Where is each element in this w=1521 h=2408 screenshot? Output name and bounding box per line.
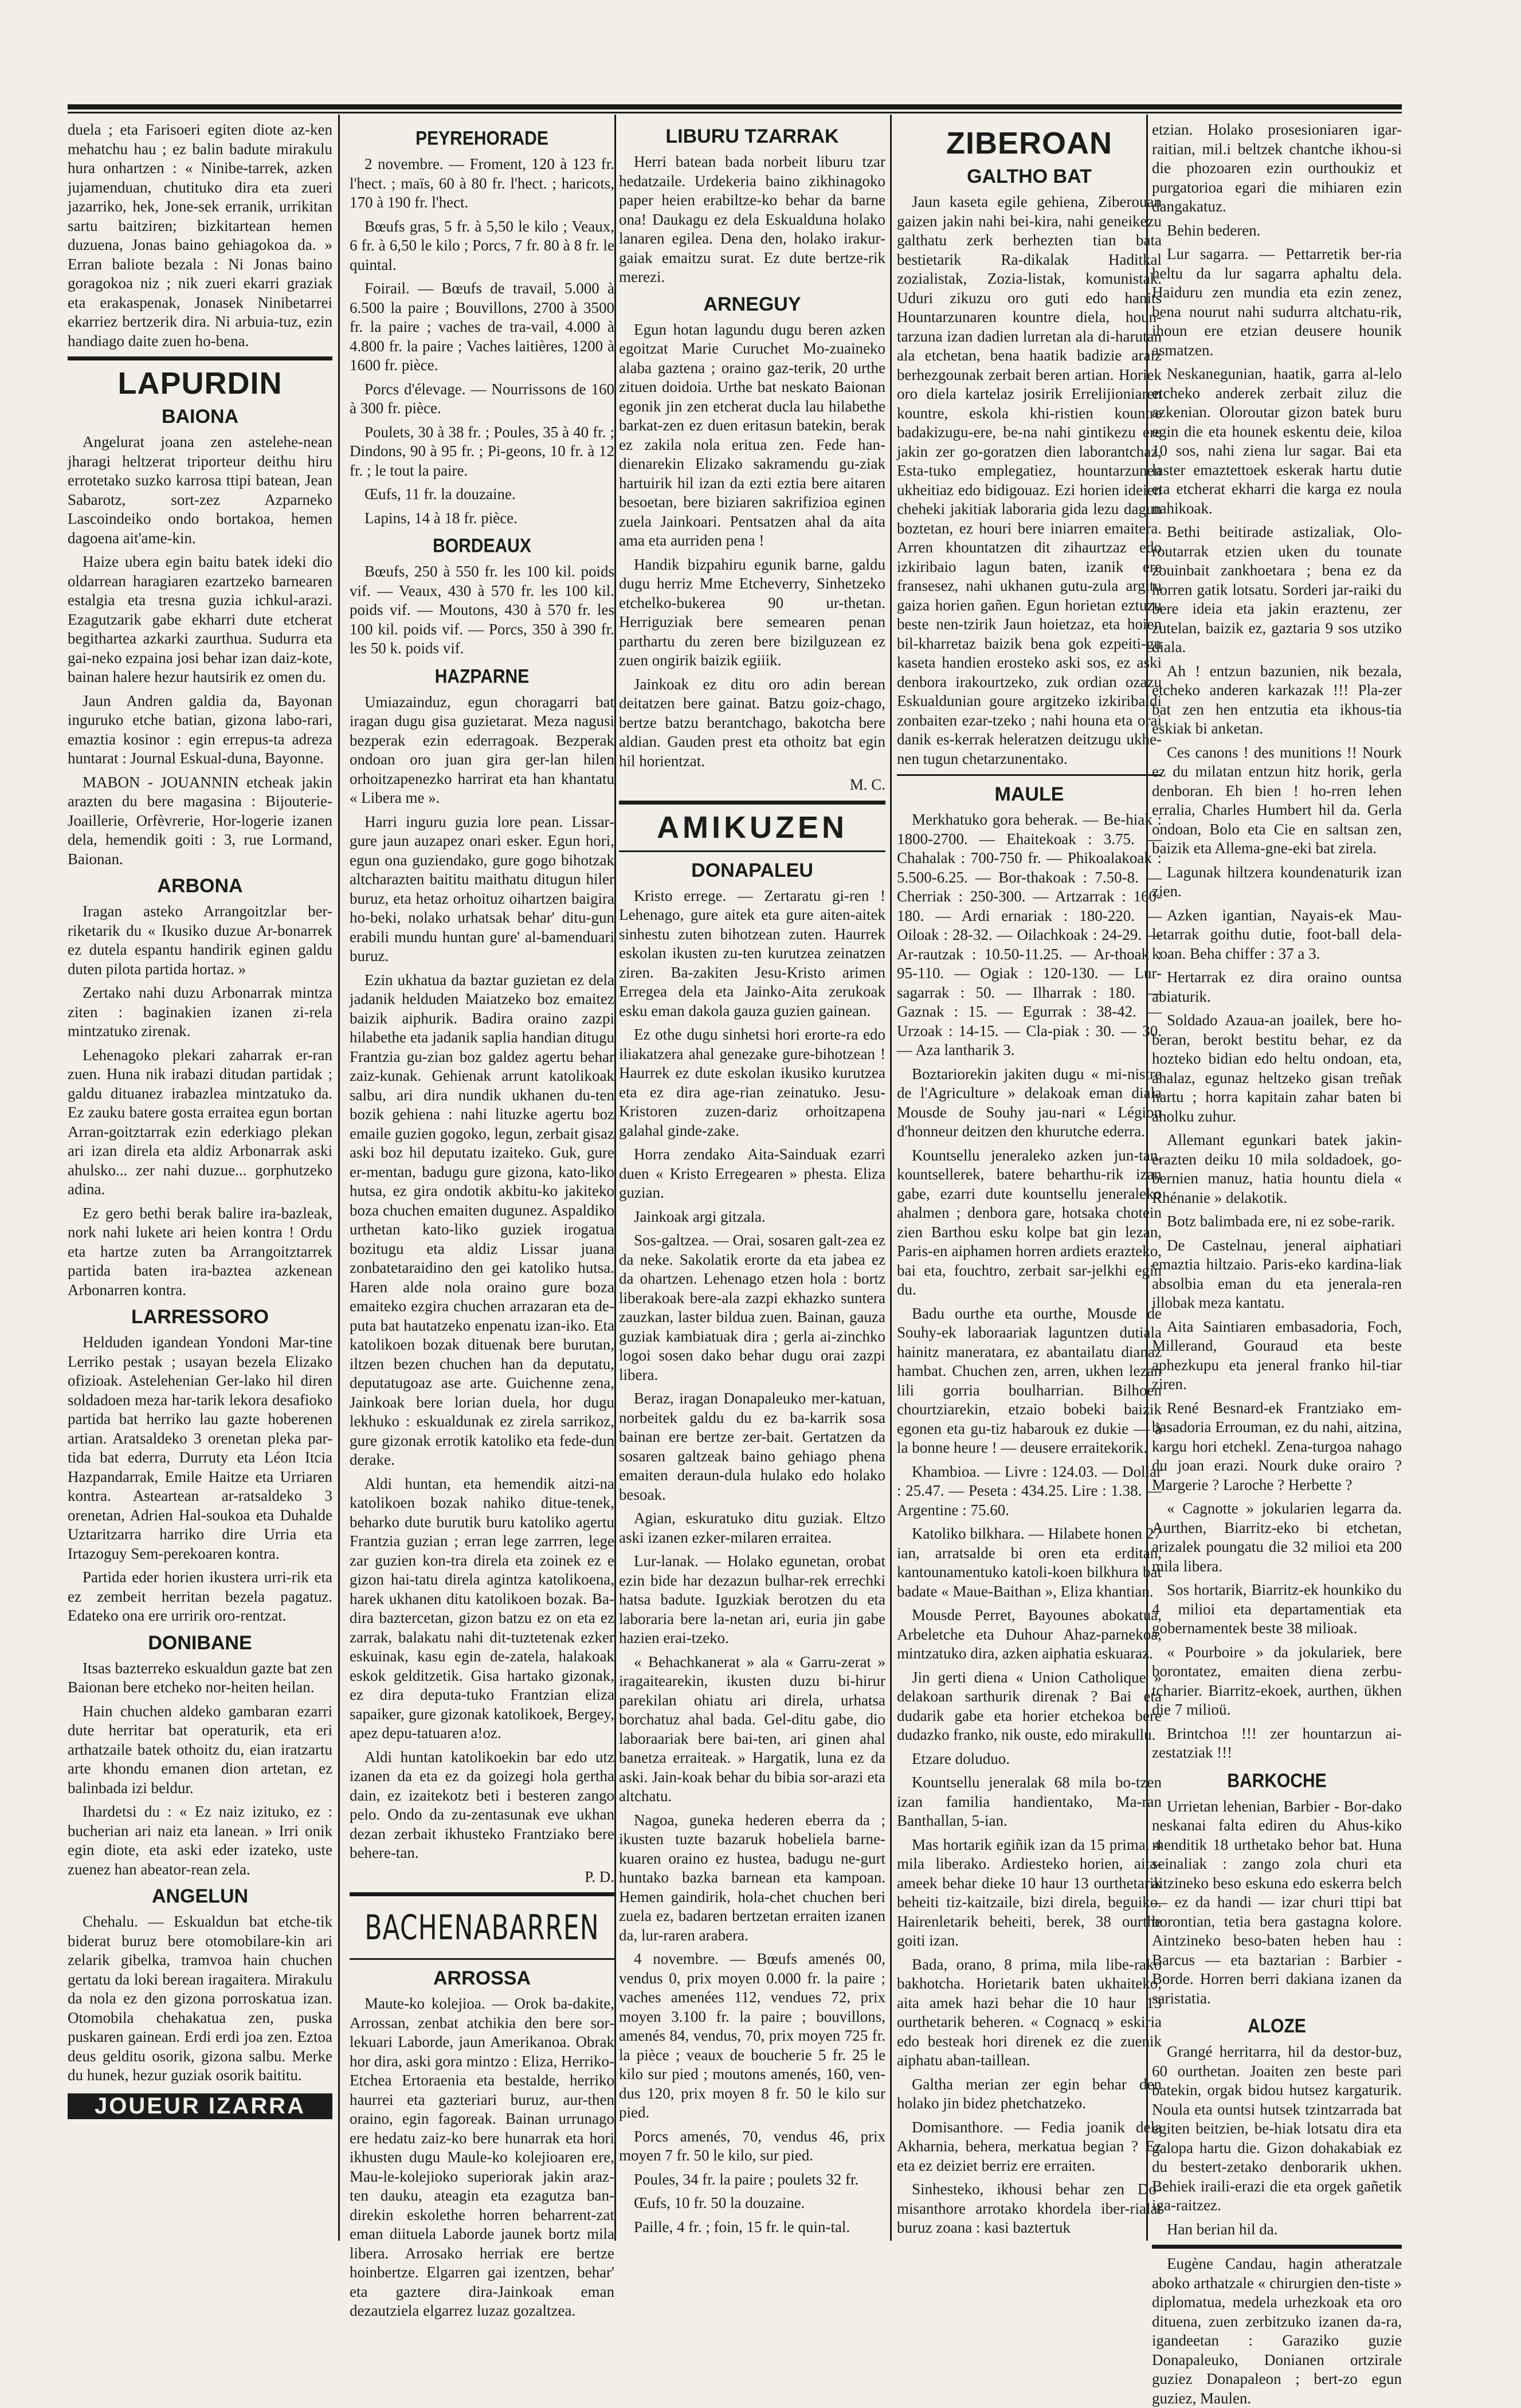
article-text: « Behachkanerat » ala « Garru-zerat » iragaitearekin, ikusten duzu bi-hirur parekilan ohiatu ari direla, urhatsa borchatuz ahal bada. Gel-ditu gabe, dio laboraariak bere bai-ten, ari ginen ahal banetza erraiteak. » Hargatik, luna ez da aski. Jain-koak behar du bibia sor-arazi eta altchatu.	[619, 1653, 885, 1805]
article-text: Mousde Perret, Bayounes abokatua, Arbeletche eta Duhour Ahaz-parnekoa, mintzatuko dira, azken aiphatia eskuaraz.	[897, 1606, 1162, 1662]
article-text: Badu ourthe eta ourthe, Mousde de Souhy-ek laboraariak laguntzen dutiala hainitz maneratara, ez abantailatu dianaz hambat. Chuchen zen, arren, ukhen lezan lili gorria boulharrian. Bilhoen chourtziarekin, etzaio bobeki baizik egonen eta gu-tiz habarouk ez dukie — à la bonne heure ! — deusere erraitekorik.	[897, 1304, 1162, 1456]
column-divider	[614, 115, 616, 2241]
article-text: Katoliko bilkhara. — Hilabete honen 27 ian, arratsalde bi oren eta erditan, kantounamentuko katoli-koen bilkhura bat badate « Maue-Baithan », Eliza khantian.	[897, 1525, 1162, 1600]
article-text: Ihardetsi du : « Ez naiz izituko, ez : bucherian ari naiz eta lanean. » Irri onik egin diote, eta aski eder izateko, uste zuenez han abeator-rean zela.	[68, 1803, 332, 1878]
section-rule	[350, 1892, 614, 1896]
signature: M. C.	[849, 776, 885, 793]
market-text: Merkhatuko gora beherak. — Be-hiak : 1800-2700. — Ehaitekoak : 3.75. — Chahalak : 700-750 fr. — Phikoalakoak : 5.500-6.25. — Bor-thakoak : 7.50-8. — Cherriak : 250-300. — Artzarrak : 160-180. — Ardi ernariak : 180-220. — Oiloak : 28-32. — Oilachkoak : 24-29. — Ar-rautzak : 10.50-11.25. — Ar-thoak : 95-110. — Ogiak : 120-130. — Lur-sagarrak : 50. — Ilharrak : 180. — Gaznak : 15. — Egurrak : 38-42. — Urzoak : 14-15. — Cla-piak : 30. — 30. — Aza lantharik 3.	[897, 811, 1162, 1058]
section-heading-liburu-tzarrak: LIBURU TZARRAK	[665, 126, 839, 147]
market-text: 4 novembre. — Bœufs amenés 00, vendus 0, prix moyen 0.000 fr. la paire ; vaches amenées 112, vendues 72, prix moyen 3.100 fr. la paire ; bouvillons, amenés 84, vendus, 70, prix moyen 725 fr. la pièce ; veaux de boucherie 5 fr. 25 le kilo sur pied ; moutons amenés, 160, ven-dus 120, prix moyen 8 fr. 50 le kilo sur pied.	[619, 1950, 885, 2121]
article-text: Han berian hil da.	[1167, 2220, 1278, 2238]
section-rule	[619, 801, 885, 805]
article-text: Jaun kaseta egile gehiena, Ziberouan gaizen jakin nahi bei-kira, nahi geneikezu galthatu zerk berhezten tian bata bestietarik Ra-dikalak Haditkal zozialistak, Zozia-listak, komunistak. Uduri zikuzu oro guti edo hanits Hountarzunaren kountre diela, houn-tarzuna izan dadien lurretan ala di-harutan ala etchetan, bena haatik badizie araiz berhezgounak zerbait beren artian. Horiek oro diela kartelaz josirik Errelijioniaren kountre, eskola khi-ristien kountre badakizugu-ere, be-na nahi gintikezu ere jakin zer go-goratzen dien laborantchaz, Esta-tuko emplegatiez, hountarzunen ukheitiaz edo bidigouaz. Ezi horien ideien cheheki jakitiak laboraria gida lezu dagun boztetan, ez houri bere iniarren emaitera. Arren khountatzen dit zihaurtzaz edo izkiribaio lagun baten, izanik ere fransesez, nahi ukhanen gutu-zula argitu gaiza horien gañen. Egun horietan eztuzu beste nen-tzirik Jaun hoietzaz, eta hoien bil-kharretaz baizik bena gok ezpeiti-gu kaseta handien erosteko aski sos, ez aski denbora irakourtzeko, zuk ordian ozazu Eskualdunian goure argitzeko izkiribaldi zonbaiten ezar-tzeko ; nahi houna eta orai danik es-kerrak heleratzen deitzugu ukhe-nen tugun chetarzunentako.	[897, 193, 1162, 767]
section-rule	[68, 356, 332, 360]
town-heading-aloze: ALOZE	[1248, 2015, 1306, 2037]
article-text: etzian. Holako prosesioniaren igar-raitian, mil.i beltzek chantche ikhou-si die phozoaren ezin ourthoukiz et purgatorioa egari die mihiaren ezin dangakatuz.	[1152, 121, 1402, 215]
town-heading-peyrehorade: PEYREHORADE	[415, 127, 548, 150]
market-text: Poules, 34 fr. la paire ; poulets 32 fr.	[634, 2170, 859, 2188]
article-text: Angelurat joana zen astelehe-nean jharagi heltzerat triporteur deithu hiru errotetako suzko karrosa ttipi batean, Jean Sabarotz, sort-zez Azparneko Lascoindeiko ondo bortakoa, hemen dagoena ait'ame-kin.	[68, 433, 332, 547]
town-heading-donibane: DONIBANE	[148, 1632, 252, 1654]
article-text: Jin gerti diena « Union Catholique » delakoan sarthurik direnak ? Bai eta dudarik gabe eta horier etchekoa bere dudazko franko, nik ouste, edo mirakullu.	[897, 1668, 1162, 1743]
market-text: Bœufs gras, 5 fr. à 5,50 le kilo ; Veaux, 6 fr. à 6,50 le kilo ; Porcs, 7 fr. 80 à 8 fr. le quintal.	[350, 217, 614, 273]
article-text: Lehenagoko plekari zaharrak er-ran zuen. Huna nik irabazi ditudan partidak ; galdu dituanez irabazlea mintzatuko da. Ez zauku batere gosta erraitea egun bortan Arran-goitztarrak ezin ederkiago plekan ari izan direla eta aldiz Arbonarrak aski ahulsko... zer nahi duzue... gorphutzeko adina.	[68, 1046, 332, 1198]
advert-banner: JOUEUR IZARRA	[68, 2093, 332, 2120]
article-text: Bethi beitirade astizaliak, Olo-routarrak etzien uken du tounate zouinbait zankhoetara ; bena ez da horren gatik lotsatu. Sorderi jar-raiki du bere ideia eta jakin eraztenu, zer zutelan, baizik ez, gaztaria 9 sos utziko diala.	[1152, 523, 1402, 656]
article-text: Kristo errege. — Zertaratu gi-ren ! Lehenago, gure aitek eta gure aiten-aitek sinhestu zuten bihotzean zuten. Haurrek eskolan ikusten zu-ten kurutzea zeinatzen ziren. Ba-zakiten Jesu-Kristo arimen Erregea dela eta Jainko-Aita zerukoak esku eman dakola gauza guzien gainean.	[619, 887, 885, 1019]
article-text: Sos hortarik, Biarritz-ek hounkiko du 4 milioi eta departamentiak eta gobernamentek beste 38 milioak.	[1152, 1581, 1402, 1637]
article-text: Etzare doluduo.	[912, 1750, 1010, 1767]
article-text: Iragan asteko Arrangoitzlar ber-riketarik du « Ikusiko duzue Ar-bonarrek ez dutela espantu handirik eginen galdu duten pilota partida hortaz. »	[68, 903, 332, 978]
article-text: MABON - JOUANNIN etcheak jakin arazten du bere magasina : Bijouterie-Joaillerie, Orfèvrerie, Hor-logerie izanen dela, hemendik goiti : 3, rue Lormand, Baionan.	[68, 773, 332, 868]
market-text: Œufs, 11 fr. la douzaine.	[364, 485, 516, 503]
article-text: Ah ! entzun bazunien, nik bezala, etcheko anderen karkazak !!! Pla-zer bat zen hen entzutia eta ikhous-tia eskiak bi anketan.	[1152, 662, 1402, 737]
article-text: Ez gero bethi berak balire ira-bazleak, nork nahi lukete ari heien kontra ! Ordu eta hartze zuten ba Arrangoitztarrek partida baten ira-baztea azkenean Arbonarren kontra.	[68, 1204, 332, 1299]
article-text: Jaun Andren galdia da, Bayonan inguruko etche batian, gizona labo-rari, emaztia kosinor : egin errepus-ta adreza huntarat : Journal Eskual-duna, Bayonne.	[68, 692, 332, 767]
region-heading-bachenabarren: BACHENABARREN	[364, 1908, 599, 1948]
signature: P. D.	[585, 1868, 614, 1885]
article-text: Neskanegunian, haatik, garra al-lelo etcheko anderek zerbait ziluz die azkenian. Oloroutar gizon batek buru egin die eta hounek eskentu deie, kiloa 10 sos, nahi ziena lur sagar. Bai eta laster emaztettoek eskerak hartu dutie eta etcherat ekharri die karga ez noula nahikoak.	[1152, 365, 1402, 517]
article-text: Kountsellu jeneralak 68 mila bo-tzen izan familia handientako, Ma-ran Banthallan, 5-ian.	[897, 1774, 1162, 1829]
article-text: Umiazainduz, egun choragarri bat iragan dugu gisa guzietarat. Meza nagusi bezperak ezin ederragoak. Bezperak ondoan oro juan gira ger-lan hilen orhoitzapenezko harrirat eta han khantatu « Libera me ».	[350, 693, 614, 806]
town-heading-arneguy: ARNEGUY	[703, 293, 801, 315]
market-text: Porcs amenés, 70, vendus 46, prix moyen 7 fr. 50 le kilo, sur pied.	[619, 2127, 885, 2164]
market-text: Foirail. — Bœufs de travail, 5.000 à 6.500 la paire ; Bouvillons, 2700 à 3500 fr. la paire ; vaches de tra-vail, 4.000 à 4.800 fr. la paire ; Vaches laitières, 1200 à 1600 fr. pièce.	[350, 280, 614, 374]
town-heading-arrossa: ARROSSA	[433, 1967, 531, 1989]
article-text: Horra zendako Aita-Sainduak ezarri duen « Kristo Erregearen » phesta. Eliza guzian.	[619, 1146, 885, 1201]
town-heading-bordeaux: BORDEAUX	[433, 535, 531, 557]
article-text: Haize ubera egin baitu batek ideki dio oldarrean haragiaren ezartzeko barnearen estalgia eta tresna guzia ichkul-arazi. Ezagutzarik gabe ekharri dute etcherat begithartea azkarki zaurthua. Sudurra eta gai-neko ezpaina josi behar izan daiz-kote, bainan halere hezur hautsirik ez omen du.	[68, 553, 332, 685]
market-text: Paille, 4 fr. ; foin, 15 fr. le quin-tal.	[634, 2218, 850, 2236]
market-text: Porcs d'élevage. — Nourrissons de 160 à 300 fr. pièce.	[350, 380, 614, 417]
market-text: 2 novembre. — Froment, 120 à 123 fr. l'hect. ; maïs, 60 à 80 fr. l'hect. ; haricots, 170 à 190 fr. l'hect.	[350, 155, 614, 211]
region-heading-ziberoan: ZIBEROAN	[946, 126, 1112, 160]
column-1	[68, 120, 332, 2241]
article-text: Nagoa, guneka hederen eberra da ; ikusten tuzte bazaruk hobeliela barne-kuaren oraino ez hustea, badugu ne-gurt huntako bazka barnean eta kampoan. Hemen gaindirik, hola-chet chuchen beri zuela ez, badaren bertzetan erraiten izanen da, lur-raren arabera.	[619, 1811, 885, 1944]
article-text: Zertako nahi duzu Arbonarrak mintza ziten : baginakien izanen zi-rela mintzatuko zirenak.	[68, 984, 332, 1040]
article-text: Kountsellu jeneraleko azken jun-tan, kountsellerek, batere beharthu-rik izan gabe, ezarri dute kountsellu jeneraleko ahalmen ; denbora gare, hotsaka chotein zien Barthou esku kolpe bat gin lezan, Paris-en aiphamen horren ardiets erazteko, bai eta, fouchtro, zerbait sar-jelkhi egin du.	[897, 1146, 1162, 1298]
top-rule	[68, 104, 1402, 109]
region-heading-amikuzen: AMIKUZEN	[657, 810, 848, 845]
column-divider	[890, 115, 892, 2241]
article-text: Hertarrak ez dira oraino ountsa abiaturik.	[1152, 968, 1402, 1005]
column-4	[897, 120, 1162, 2241]
article-text: Handik bizpahiru egunik barne, galdu dugu herriz Mme Etcheverry, Sinhetzeko etchelko-bukerea 90 ur-thetan. Herriguziak bere semearen penan parthartu du zeren bere bizilguzean ez zuen ongirik baizik egiiik.	[619, 555, 885, 669]
article-text: Maute-ko kolejioa. — Orok ba-dakite, Arrossan, zenbat atchikia den bere sor-lekuari Laborde, jaun Amerikanoa. Obrak hor dira, aski gora mintzo : Eliza, Herriko-Etchea Ertoraenia eta bestalde, herriko haurrei eta gazteriari buruz, aur-then oraino, egin fagoreak. Bainan urrunago ere hedatu zaiz-ko bere hunarrak eta hori ikhusten dugu Maule-ko kolejioaren ere, Mau-le-kolejioko superiorak jakin araz-ten dauku, ateagin eta ezagutza ban-direkin eskolethe horren beharrent-zat eman diituela Laborde jaunek bortz mila libera. Arrosako herriak ere bertze hoinbertze. Elgarren gai izentzen, behar' eta gaztere dira-Jainkoak eman dezautziela elgarrez luzaz gozaltzea.	[350, 1995, 614, 2319]
article-text: Lur sagarra. — Pettarretik ber-ria heltu da lur sagarra aphaltu dela. Haiduru zen mundia eta ezin zenez, bena nourut nahi sudurra altchatu-rik, ihoun ere etzian deusere hounik asmatzen.	[1152, 245, 1402, 359]
article-text: Ez othe dugu sinhetsi hori erorte-ra edo iliakatzera ahal genezake gure-bihotzean ! Haurrek ez dute eskolan ikusiko kurutzea eta ez dira age-rian zeinatuko. Jesu-Kristoren zuzen-dariz orhoitzapena galahal ginde-zake.	[619, 1026, 885, 1139]
article-text: Urrietan lehenian, Barbier - Bor-dako neskanai falta ediren du Ahus-kiko menditik 18 urthetako behor bat. Huna seinaliak : zango zola churi eta aitzineko beso eskuna edo eskerra belch — ez da handi — izar churi ttipi bat borontian, tetia bera gastagna kolore. Aintzineko beso-baten heben hau : Barcus — eta baztarian : Barbier - Borde. Horren berri dakiana izanen da saristatia.	[1152, 1797, 1402, 2007]
market-text: Bœufs, 250 à 550 fr. les 100 kil. poids vif. — Veaux, 430 à 570 fr. les 100 kil. poids vif. — Moutons, 430 à 570 fr. les 100 kil. poids vif. — Porcs, 350 à 390 fr. les 50 k. poids vif.	[350, 563, 614, 657]
town-heading-larressoro: LARRESSORO	[131, 1306, 269, 1328]
article-text: Azken igantian, Nayais-ek Mau-letarrak goithu dutie, foot-ball dela-koan. Beha chiffer : 37 a 3.	[1152, 906, 1402, 962]
top-rule-thin	[68, 112, 1402, 113]
article-text: Hain chuchen aldeko gambaran ezarri dute herritar bat operaturik, eta eri arthatzaile batek othoitz du, eian iratzartu arte khondu emanen dion artetan, ez balinbada izi beldur.	[68, 1702, 332, 1797]
article-text: Sinhesteko, ikhousi behar zen Do-misanthore arrotako khordela iber-rialat buruz zoana : kasi baztertuk	[897, 2180, 1162, 2236]
market-text: Khambioa. — Livre : 124.03. — Dollar : 25.47. — Peseta : 434.25. Lire : 1.38. — Argentine : 75.60.	[897, 1462, 1162, 1519]
region-heading-lapurdin: LAPURDIN	[117, 366, 283, 401]
article-text: « Pourboire » da jokulariek, bere borontatez, emaiten diena zerbu-tcharier. Biarritz-ekoek, aurthen, ükhen die 7 milioü.	[1152, 1643, 1402, 1718]
article-text: Sos-galtzea. — Orai, sosaren galt-zea ez da neke. Sakolatik erorte da eta jabea ez da ohartzen. Lehenago etzen hola : bortz liberakoak bere-ala zazpi ekhazko suntera zauzkan, laster bildua zuen. Bainan, gauza guziak kambiatuak dira ; gerla ai-zinchko logoi sosen dako behar dugu orai zazpi libera.	[619, 1232, 885, 1383]
article-text: Aldi huntan katolikoekin bar edo utz izanen da eta ez da goizegi hola gertha dain, ez izaitekotz beti i besteren zango pelo. Ondo da zu-zentasunak eve ukhan dezan zerbait ikhusteko Frantziako bere behere-tan.	[350, 1748, 614, 1861]
article-text: Allemant egunkari batek jakin-erazten deiku 10 mila soldadoek, go-bernien manuz, hatia hountu diela « Rhénanie » delakotik.	[1152, 1131, 1402, 1206]
article-text: Harri inguru guzia lore pean. Lissar-gure jaun auzapez onari esker. Egun hori, egun ona guziendako, gure gogo bihotzak altcharazten baititu maithatu ditugun hiler buruz, eta hetaz orhoituz oihartzen baigira ho-beki, nolako urhatsak behar' ditu-gun erabili mundu huntan gure' al-bamenduari buruz.	[350, 813, 614, 964]
market-text: Poulets, 30 à 38 fr. ; Poules, 35 à 40 fr. ; Dindons, 90 à 95 fr. ; Pi-geons, 10 fr. à 12 fr. ; le tout la paire.	[350, 423, 614, 479]
section-rule	[1152, 2245, 1402, 2249]
section-rule	[350, 1958, 614, 1960]
article-text: Jainkoak argi gitzala.	[634, 1207, 766, 1225]
column-divider	[338, 115, 340, 2241]
article-text: duela ; eta Farisoeri egiten diote az-ken mehatchu hau ; ez balin badute mirakulu hura onhartzen : « Ninibe-tarrek, azken jujamenduan, chutituko dira eta zueri jazarriko, hek, Jone-sek erranik, urrikitan sartu baitziren; bizkitartean hemen duzuena, Jonas baino gehiagokoa da. » Erran baliote bezala : Ni Jonas baino goragokoa niz ; nik zueri ekarri graziak eta erakaspenak, Jonasek Ninibetarrei ekarriez bertzerik dira. Ni arbuia-tuz, ezin handiago daite zuen ho-bena.	[68, 121, 332, 350]
article-text: Bada, orano, 8 prima, mila libe-rako bakhotcha. Horietarik baten ukhaiteko, aita amek hazi behar die 10 haur 13 ourthetarik beheren. « Cognacq » eskiria edo besteak hori direnek ez die zuenik aiphatu aban-taillean.	[897, 1955, 1162, 2069]
article-text: Agian, eskuratuko ditu guziak. Eltzo aski izanen ezker-milaren erraitea.	[619, 1509, 885, 1546]
article-text: Behin bederen.	[1167, 221, 1261, 239]
town-heading-hazparne: HAZPARNE	[434, 665, 530, 687]
market-text: Lapins, 14 à 18 fr. pièce.	[364, 509, 518, 527]
article-text: Aita Saintiaren embasadoria, Foch, Millerand, Gouraud eta beste aphezkupu eta jeneral franko hil-tiar ziren.	[1152, 1317, 1402, 1393]
article-text: Soldado Azaua-an joailek, bere ho-beran, berokt bestitu behar, ez da hozteko bidian edo heltu ondoan, eta, ahalaz, egunaz heltzeko gisan treñak hartu ; horra kapitain zahar baten bi aholku zuhur.	[1152, 1011, 1402, 1125]
town-heading-arbona: ARBONA	[157, 875, 243, 897]
article-text: Egun hotan lagundu dugu beren azken egoitzat Marie Curuchet Mo-zuaineko alaba gaztena ; oraino gaz-terik, 20 urthe zituen doidoia. Urthe bat neskato Baionan egonik jin zen etcherat ducla lau hilabethe barkat-zen ez duen eritasun batekin, berak ez zakila nola eritua zen. Fede han-dienarekin Elizako sakramendu gu-ziak hartuirik hil izan da ezti eztia bere aitaren besoetan, bere biziaren sakrifizioa eginen zuela Jainkoari. Pentsatzen ahal da aita ama eta aurriden pena !	[619, 320, 885, 549]
article-text: Mas hortarik egiñik izan da 15 prima, 4 mila liberako. Ardiesteko horien, aita-ameek behar dieke 10 haur 13 ourthetarik beheiti tiz-kaitzaile, bizi direla, beguiko. Hairenletarik beheiti, berek, 38 ourthe goiti izan.	[897, 1836, 1162, 1949]
column-5	[1152, 120, 1402, 2407]
section-heading-galtho-bat: GALTHO BAT	[967, 166, 1092, 187]
article-text: Helduden igandean Yondoni Mar-tine Lerriko pestak ; usayan bezela Elizako ofizioak. Astelehenian Ger-lako hil diren soldadoen meza har-tarik lekora desafioko partida bat herriko lau gazte hoberenen artian. Aratsaldeko 3 orenetan pleka par-tida bat ederra, Durruty eta Léon Itcia Hazpandarrak, Emile Haitze eta Urriaren kontra. Asteartean ar-ratsaldeko 3 orenetan, Adrien Hal-soukoa eta Duhalde Uztaritzarra harriko dire Urria eta Irtazoguy Sem-perekoaren kontra.	[68, 1334, 332, 1562]
market-text: Œufs, 10 fr. 50 la douzaine.	[634, 2194, 805, 2211]
article-text: Ezin ukhatua da baztar guzietan ez dela jadanik helduden Maiatzeko boz emaitez baizik aiphurik. Badira oraino zazpi hilabethe eta jadanik saplia handian ditugu Frantzia gu-zian boz galdez agertu behar zaiz-kunak. Gehienak arrunt katolikoak salbu, ari dira nundik ukhanen du-ten bozik gehiena : nahi lituzke agertu boz emaile guzien gogoko, legun, zerbait gisaz aski boz hil deputatu izaiteko. Guk, gure er-mentan, badugu gure gizona, kato-liko hutsa, ez gira ondotik akbitu-ko jakiteko boza chuchen emaiten dugunez. Aspaldiko urthetan kato-liko guziek irogatua bozitugu eta aldiz Lissar juana zonbatetaraidino den gei katoliko hutsa. Haren alde nola oraino gure boza emaiteko ezgira chuchen arrazaran eta de-puta bat hautatzeko enpenatu izan-iko. Eta katolikoen bozak dituenak bere burutan, iltzen bezen chuchen han da deputatu, deputatugoaz ase arte. Guichenne zena, Jainkoak bere lorian duela, hor dugu lekhuko : eskualdunak ez zirela sarrikoz, gure gizonak errotik katoliko eta fede-dun derake.	[350, 971, 614, 1468]
article-text: Boztariorekin jakiten dugu « mi-nistre de l'Agriculture » delakoak eman diala Mousde de Souhy jau-nari « Légion d'honneur deitzen den khurutche ederra.	[897, 1065, 1162, 1140]
article-text: Galtha merian zer egin behar den holako jin bidez phetchatzeko.	[897, 2075, 1162, 2112]
article-text: Itsas bazterreko eskualdun gazte bat zen Baionan bere etcheko nor-heiten heilan.	[68, 1659, 332, 1696]
town-heading-angelun: ANGELUN	[151, 1885, 249, 1907]
article-text: Herri batean bada norbeit liburu tzar hedatzaile. Urdekeria baino zikhinagoko paper heien erabiltze-ko behar da barne ona! Daukagu ez dela Eskualduna holako lanaren egilea. Dena den, holako irakur-gaiak emaitzu surat. Ez dute bertze-rik merezi.	[619, 153, 885, 285]
town-heading-maule: MAULE	[994, 783, 1064, 805]
article-text: Domisanthore. — Fedia joanik dela Akharnia, behera, merkatua begian ? Ez eta ez deiziet berriz ere erraiten.	[897, 2118, 1162, 2174]
article-text: Beraz, iragan Donapaleuko mer-katuan, norbeitek galdu du ez ba-karrik sosa bainan ere bertze zer-bait. Gertatzen da sosaren galtzeak baino gehiago phena emaiten deraun-dula hulako edo holako besoak.	[619, 1390, 885, 1503]
article-text: Botz balimbada ere, ni ez sobe-rarik.	[1167, 1213, 1395, 1230]
article-text: René Besnard-ek Frantziako em-basadoria Errouman, ez du nahi, aitzina, kargu hori etchekl. Zena-turgoa nahago du joan erazi. Nourk duke orairo ? Margerie ? Laroche ? Herbette ?	[1152, 1399, 1402, 1493]
article-text: Partida eder horien ikustera urri-rik eta ez zembeit herritan bezela pagatuz. Edateko ona ere urririk oro-rentzat.	[68, 1568, 332, 1624]
article-text: Brintchoa !!! zer hountarzun ai-zestatziak !!!	[1152, 1724, 1402, 1761]
article-text: « Cagnotte » jokularien legarra da. Aurthen, Biarritz-eko bi etchetan, arizalek poungatu die 32 milioi eta 200 mila libera.	[1152, 1500, 1402, 1575]
article-text: Aldi huntan, eta hemendik aitzi-na katolikoen bozak nahiko ditue-tenek, beharko dute burutik buru katoliko agertu Frantzia guzian ; erran lege zarrren, lege zar guzien kon-tra direla eta zoinek ez e gizon hai-tatu direla agintza katolikoena, harek ukhanen ditu katolikoen bozak. Ba-dira baztercetan, gizon batzu ez on eta ez zarrak, balakatu nahi dit-tuztetenak ezker eskuinak, kasu egin de-zatela, halakoak eskok gelditzetik. Gisa hartako gizonak, ez dira deputa-tuko Frantzian eliza sapaiker, gure gizonak katolikoek, Bergey, apez depu-tatuaren a!oz.	[350, 1474, 614, 1742]
article-text: Grangé herritarra, hil da destor-buz, 60 ourthetan. Joaiten zen beste pari batekin, orgak bidou hutsez kargaturik. Noula eta ountsi hutsek tzintzarrada bat egiten beitzien, be-hiak lotsatu dira eta galopa hartu die. Gizon dohakabiak ez du bestert-zetako denborarik ukhen. Behiek iraili-erazi die eta orgek gañetik iga-raitzez.	[1152, 2043, 1402, 2214]
advert-text: Eugène Candau, hagin atheratzale aboko arthatzale « chirurgien den-tiste » diplomatua, medela urhezkoak eta oro dituena, zuen zerbitzuko izanen da-ra, igandeetan : Garaziko guzie Donapaleuko, Donianen ortzirale guziez Donapaleon ; bert-zo egun guziez, Maulen.	[1152, 2255, 1402, 2407]
town-heading-baiona: BAIONA	[161, 406, 239, 428]
article-text: Chehalu. — Eskualdun bat etche-tik biderat buruz bere otomobilare-kin ari zelarik gibelka, tramvoa hain chuchen gertatu da loki berean iragaitera. Mirakulu da nola ez den gizona porroskatua izan. Otomobila chehakatua zen, puska puskaren gainean. Erdi erdi joa zen. Eztoa deus gelditu osorik, gizona salbu. Merke du hunek, hezur guziak osorik baititu.	[68, 1913, 332, 2084]
article-text: Jainkoak ez ditu oro adin berean deitatzen bere gainat. Batzu goiz-chago, bertze batzu berantchago, bakotcha bere aldian. Gauden prest eta othoitz bat egin hil horientzat.	[619, 675, 885, 770]
article-text: Ces canons ! des munitions !! Nourk ez du milatan entzun hitz horik, gerla denboran. Eh bien ! ho-rren lehen erralia, Charles Humbert hil da. Gerla ondoan, Bolo eta Cie en saltsan zen, baizik eta Allema-gne-eki bat zirela.	[1152, 743, 1402, 857]
article-text: Lur-lanak. — Holako egunetan, orobat ezin bide har dezazun bulhar-rek errechki hatsa badute. Iguzkiak berotzen du eta laboraria bere la-netan ari, euria jin gabe hazien erai-tzeko.	[619, 1552, 885, 1646]
column-3	[619, 120, 885, 2241]
section-rule	[897, 774, 1162, 776]
town-heading-donapaleu: DONAPALEU	[691, 859, 813, 881]
town-heading-barkoche: BARKOCHE	[1227, 1769, 1327, 1791]
article-text: De Castelnau, jeneral aiphatiari emaztia hiltzaio. Paris-eko kardina-liak absolbia eman du eta jenerala-ren illobak meza kantatu.	[1152, 1236, 1402, 1311]
article-text: Lagunak hiltzera koundenaturik izan zien.	[1152, 863, 1402, 900]
section-rule	[619, 850, 885, 852]
column-2	[350, 120, 614, 2319]
